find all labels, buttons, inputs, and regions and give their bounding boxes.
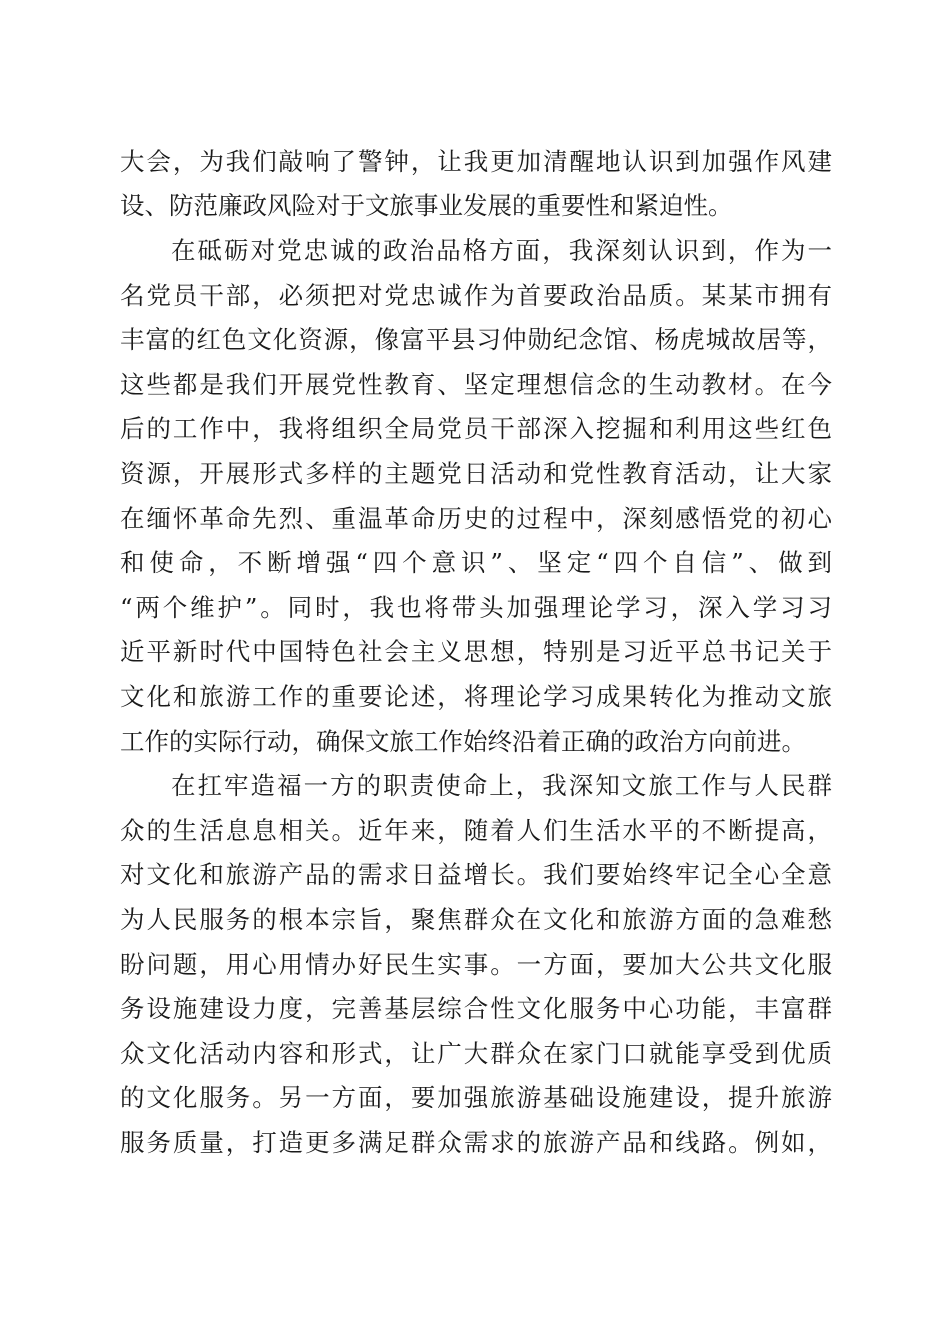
- text-line: 和使命，不断增强“四个意识”、坚定“四个自信”、做到: [120, 548, 832, 577]
- text-line: 众的生活息息相关。近年来，随着人们生活水平的不断提高，: [120, 816, 832, 845]
- text-line: 设、防范廉政风险对于文旅事业发展的重要性和紧迫性。: [120, 191, 733, 220]
- text-line: 在扛牢造福一方的职责使命上，我深知文旅工作与人民群: [171, 771, 832, 800]
- text-line: 大会，为我们敲响了警钟，让我更加清醒地认识到加强作风建: [120, 147, 832, 176]
- text-line: 服务质量，打造更多满足群众需求的旅游产品和线路。例如，: [120, 1128, 832, 1157]
- text-line: 在砥砺对党忠诚的政治品格方面，我深刻认识到，作为一: [171, 236, 832, 265]
- text-line: 的文化服务。另一方面，要加强旅游基础设施建设，提升旅游: [120, 1083, 832, 1112]
- text-line: 文化和旅游工作的重要论述，将理论学习成果转化为推动文旅: [120, 682, 832, 711]
- text-line: 后的工作中，我将组织全局党员干部深入挖掘和利用这些红色: [120, 414, 832, 443]
- text-line: 众文化活动内容和形式，让广大群众在家门口就能享受到优质: [120, 1039, 832, 1068]
- text-line: 在缅怀革命先烈、重温革命历史的过程中，深刻感悟党的初心: [120, 504, 832, 533]
- text-line: 近平新时代中国特色社会主义思想，特别是习近平总书记关于: [120, 637, 832, 666]
- text-line: 这些都是我们开展党性教育、坚定理想信念的生动教材。在今: [120, 370, 832, 399]
- text-line: 为人民服务的根本宗旨，聚焦群众在文化和旅游方面的急难愁: [120, 905, 832, 934]
- text-line: 名党员干部，必须把对党忠诚作为首要政治品质。某某市拥有: [120, 281, 832, 310]
- text-line: 务设施建设力度，完善基层综合性文化服务中心功能，丰富群: [120, 994, 832, 1023]
- text-line: 工作的实际行动，确保文旅工作始终沿着正确的政治方向前进。: [120, 727, 806, 756]
- text-line: 对文化和旅游产品的需求日益增长。我们要始终牢记全心全意: [120, 860, 832, 889]
- text-line: “两个维护”。同时，我也将带头加强理论学习，深入学习习: [120, 593, 832, 622]
- text-line: 丰富的红色文化资源，像富平县习仲勋纪念馆、杨虎城故居等，: [120, 325, 832, 354]
- text-line: 资源，开展形式多样的主题党日活动和党性教育活动，让大家: [120, 459, 832, 488]
- text-line: 盼问题，用心用情办好民生实事。一方面，要加大公共文化服: [120, 950, 832, 979]
